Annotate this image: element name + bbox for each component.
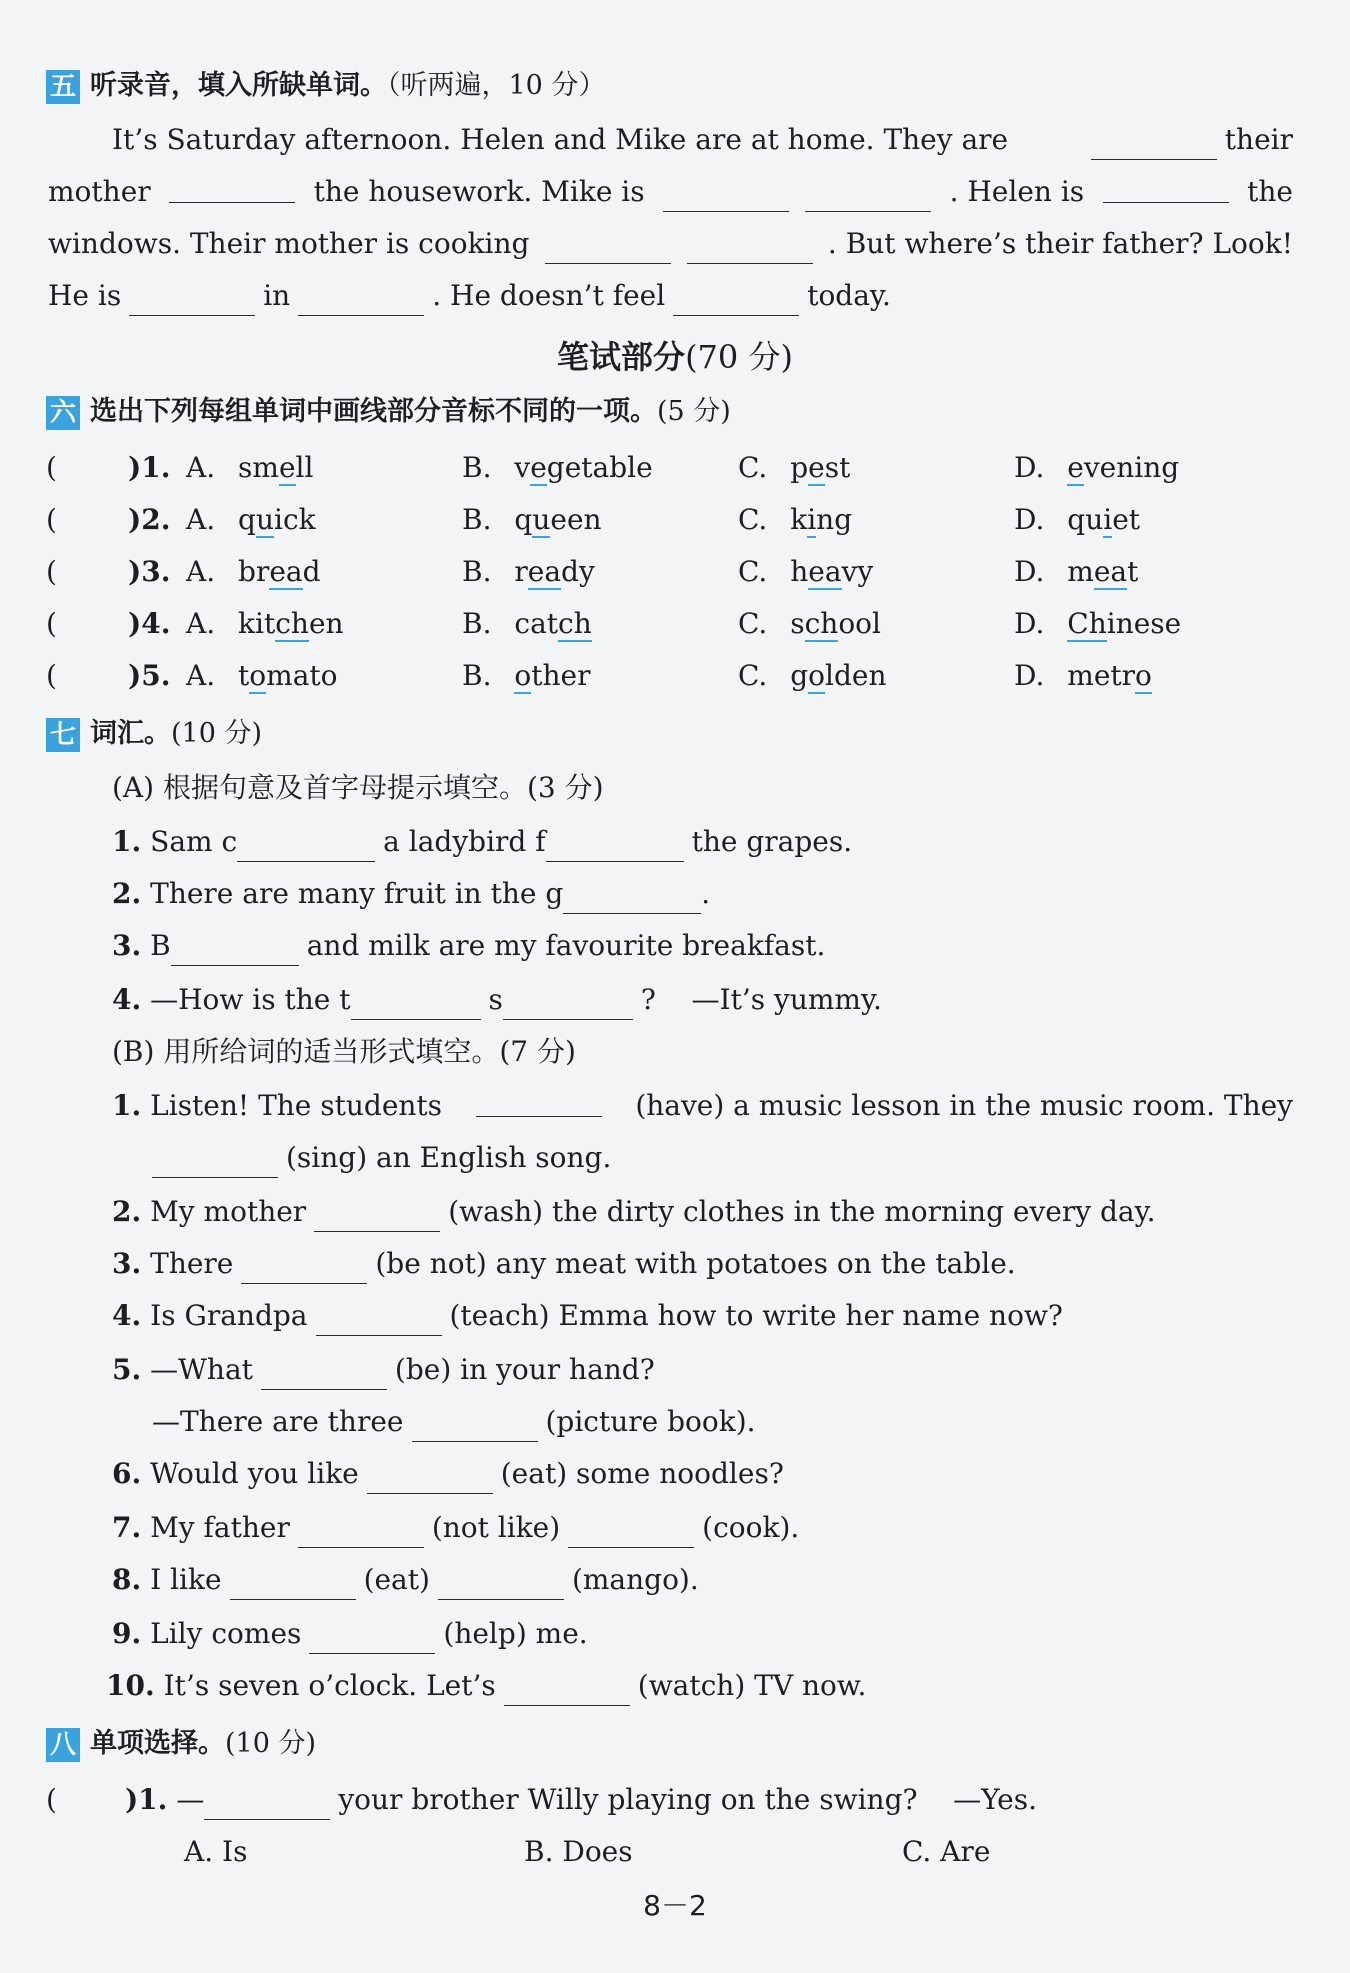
option-b[interactable]: B. queen xyxy=(462,503,602,536)
option-a[interactable]: A. bread xyxy=(186,555,321,588)
option-word: heavy xyxy=(790,555,874,588)
option-word: ready xyxy=(514,555,595,588)
s7-a-item-3: 3. B and milk are my favourite breakfast. xyxy=(112,926,1350,966)
s5-paragraph-line-4: He is in . He doesn’t feel today. xyxy=(48,276,1350,316)
option-word: Chinese xyxy=(1067,607,1182,640)
s7-b-item-9: 9. Lily comes (help) me. xyxy=(112,1614,1350,1654)
answer-blank[interactable] xyxy=(673,285,799,316)
option-c[interactable]: C. pest xyxy=(738,451,851,484)
option-b[interactable]: B. vegetable xyxy=(462,451,653,484)
s7-b-item-7: 7. My father (not like) (cook). xyxy=(112,1508,1350,1548)
answer-blank[interactable] xyxy=(230,1569,356,1600)
option-word: bread xyxy=(238,555,321,588)
s7-b-item-8: 8. I like (eat) (mango). xyxy=(112,1560,1350,1600)
option-b[interactable]: B. catch xyxy=(462,607,592,640)
section-8-badge: 八 xyxy=(46,1728,80,1762)
underlined-letters: o xyxy=(1135,659,1152,692)
answer-blank[interactable] xyxy=(367,1463,493,1494)
question-number: )1. xyxy=(128,451,171,484)
answer-blank[interactable] xyxy=(1103,172,1229,203)
option-word: queen xyxy=(514,503,602,536)
option-b[interactable]: B. ready xyxy=(462,555,595,588)
option-word: smell xyxy=(238,451,314,484)
s7-b-item-10: 10. It’s seven o’clock. Let’s (watch) TV now. xyxy=(106,1666,1350,1706)
underlined-letters: ea xyxy=(527,555,562,588)
option-b[interactable]: B. Does xyxy=(524,1835,633,1868)
option-word: kitchen xyxy=(238,607,344,640)
answer-blank[interactable] xyxy=(568,1517,694,1548)
answer-paren[interactable]: ( xyxy=(46,451,57,484)
answer-blank[interactable] xyxy=(261,1359,387,1390)
option-word: evening xyxy=(1067,451,1180,484)
page-number: 8－2 xyxy=(643,1889,707,1922)
underlined-letters: e xyxy=(530,451,547,484)
underlined-letters: ea xyxy=(808,555,842,588)
s7-b-item-5-cont: —There are three (picture book). xyxy=(152,1402,1350,1442)
s5-paragraph-line-1: It’s Saturday afternoon. Helen and Mike are at home. They are their xyxy=(112,120,1293,160)
answer-paren[interactable]: ( xyxy=(46,659,57,692)
question-number: )2. xyxy=(128,503,171,536)
section-6-badge: 六 xyxy=(46,396,80,430)
answer-paren[interactable]: ( xyxy=(46,555,57,588)
underlined-letters: i xyxy=(1103,503,1113,536)
option-c[interactable]: C. golden xyxy=(738,659,887,692)
underlined-letters: o xyxy=(514,659,532,692)
s5-paragraph-line-2: mother the housework. Mike is . Helen is the xyxy=(48,172,1293,212)
underlined-letters: u xyxy=(255,503,275,536)
option-c[interactable]: C. school xyxy=(738,607,881,640)
question-number: )3. xyxy=(128,555,171,588)
s7-b-item-2: 2. My mother (wash) the dirty clothes in the morning every day. xyxy=(112,1192,1350,1232)
s7-b-item-4: 4. Is Grandpa (teach) Emma how to write her name now? xyxy=(112,1296,1350,1336)
answer-blank[interactable] xyxy=(438,1569,564,1600)
answer-blank[interactable] xyxy=(316,1305,442,1336)
section-5-badge: 五 xyxy=(46,70,80,104)
answer-blank[interactable] xyxy=(545,233,671,264)
answer-blank[interactable] xyxy=(237,831,375,862)
underlined-letters: Ch xyxy=(1067,607,1107,640)
answer-blank[interactable] xyxy=(663,181,789,212)
answer-blank[interactable] xyxy=(351,989,481,1020)
option-a[interactable]: A. kitchen xyxy=(186,607,344,640)
s7-b-item-1-cont: (sing) an English song. xyxy=(152,1138,1350,1178)
option-a[interactable]: A. quick xyxy=(186,503,316,536)
s7-b-item-3: 3. There (be not) any meat with potatoes on the table. xyxy=(112,1244,1350,1284)
option-word: catch xyxy=(514,607,592,640)
option-c[interactable]: C. heavy xyxy=(738,555,874,588)
option-d[interactable]: D. meat xyxy=(1014,555,1139,588)
answer-blank[interactable] xyxy=(687,233,813,264)
answer-blank[interactable] xyxy=(169,172,295,203)
option-word: metro xyxy=(1067,659,1152,692)
answer-blank[interactable] xyxy=(476,1086,602,1117)
option-d[interactable]: D. quiet xyxy=(1014,503,1141,536)
option-word: quiet xyxy=(1067,503,1141,536)
answer-blank[interactable] xyxy=(504,1675,630,1706)
underlined-letters: o xyxy=(249,659,267,692)
written-part-title: 笔试部分(70 分) xyxy=(557,338,793,376)
underlined-letters: e xyxy=(278,451,296,484)
option-word: other xyxy=(514,659,591,692)
answer-blank[interactable] xyxy=(241,1253,367,1284)
option-c[interactable]: C. king xyxy=(738,503,853,536)
s7-b-item-6: 6. Would you like (eat) some noodles? xyxy=(112,1454,1350,1494)
answer-blank[interactable] xyxy=(298,1517,424,1548)
s7-b-item-1: 1. Listen! The students (have) a music lesson in the music room. They xyxy=(112,1086,1293,1126)
s8-question-1: ( )1. — your brother Willy playing on the swing? —Yes. xyxy=(46,1780,1350,1820)
answer-blank[interactable] xyxy=(171,935,299,966)
answer-paren[interactable]: ( xyxy=(46,503,57,536)
underlined-letters: e xyxy=(808,451,825,484)
section-7-badge: 七 xyxy=(46,718,80,752)
option-a[interactable]: A. Is xyxy=(184,1835,248,1868)
s5-paragraph-line-3: windows. Their mother is cooking . But where’s their father? Look! xyxy=(48,224,1293,264)
option-word: meat xyxy=(1067,555,1139,588)
option-word: school xyxy=(790,607,881,640)
section-7-heading: 七 词汇。(10 分) xyxy=(46,714,1350,754)
underlined-letters: ea xyxy=(269,555,303,588)
underlined-letters: i xyxy=(807,503,817,536)
question-number: )4. xyxy=(128,607,171,640)
option-word: king xyxy=(790,503,853,536)
option-a[interactable]: A. tomato xyxy=(186,659,338,692)
s7-part-a-heading: (A) 根据句意及首字母提示填空。(3 分) xyxy=(112,771,604,804)
option-word: pest xyxy=(790,451,851,484)
answer-blank[interactable] xyxy=(1091,129,1217,160)
question-number: )5. xyxy=(128,659,171,692)
answer-paren[interactable]: ( xyxy=(46,1783,57,1816)
s7-a-item-2: 2. There are many fruit in the g . xyxy=(112,874,1350,914)
underlined-letters: ch xyxy=(804,607,839,640)
answer-blank[interactable] xyxy=(412,1411,538,1442)
underlined-letters: ch xyxy=(558,607,592,640)
answer-blank[interactable] xyxy=(152,1147,278,1178)
option-word: tomato xyxy=(238,659,338,692)
answer-blank[interactable] xyxy=(204,1789,330,1820)
section-5-heading: 五 听录音，填入所缺单词。（听两遍，10 分） xyxy=(46,66,1350,106)
underlined-letters: o xyxy=(808,659,826,692)
section-8-heading: 八 单项选择。(10 分) xyxy=(46,1724,1350,1764)
s7-b-item-5: 5. —What (be) in your hand? xyxy=(112,1350,1350,1390)
underlined-letters: e xyxy=(1067,451,1084,484)
underlined-letters: u xyxy=(532,503,551,536)
answer-blank[interactable] xyxy=(298,285,424,316)
option-b[interactable]: B. other xyxy=(462,659,591,692)
option-d[interactable]: D. Chinese xyxy=(1014,607,1182,640)
s7-part-b-heading: (B) 用所给词的适当形式填空。(7 分) xyxy=(112,1035,576,1068)
answer-blank[interactable] xyxy=(805,181,931,212)
answer-paren[interactable]: ( xyxy=(46,607,57,640)
option-word: quick xyxy=(238,503,316,536)
answer-blank[interactable] xyxy=(314,1201,440,1232)
answer-blank[interactable] xyxy=(546,831,684,862)
option-a[interactable]: A. smell xyxy=(186,451,314,484)
s7-a-item-4: 4. —How is the t s ? —It’s yummy. xyxy=(112,980,1350,1020)
option-d[interactable]: D. metro xyxy=(1014,659,1152,692)
option-word: vegetable xyxy=(514,451,653,484)
underlined-letters: ea xyxy=(1093,555,1128,588)
section-6-heading: 六 选出下列每组单词中画线部分音标不同的一项。(5 分) xyxy=(46,392,1350,432)
answer-blank[interactable] xyxy=(309,1623,435,1654)
s7-a-item-1: 1. Sam c a ladybird f the grapes. xyxy=(112,822,1350,862)
answer-blank[interactable] xyxy=(563,883,701,914)
answer-blank[interactable] xyxy=(129,285,255,316)
option-d[interactable]: D. evening xyxy=(1014,451,1180,484)
option-c[interactable]: C. Are xyxy=(902,1835,991,1868)
option-word: golden xyxy=(790,659,887,692)
answer-blank[interactable] xyxy=(503,989,633,1020)
underlined-letters: ch xyxy=(275,607,309,640)
